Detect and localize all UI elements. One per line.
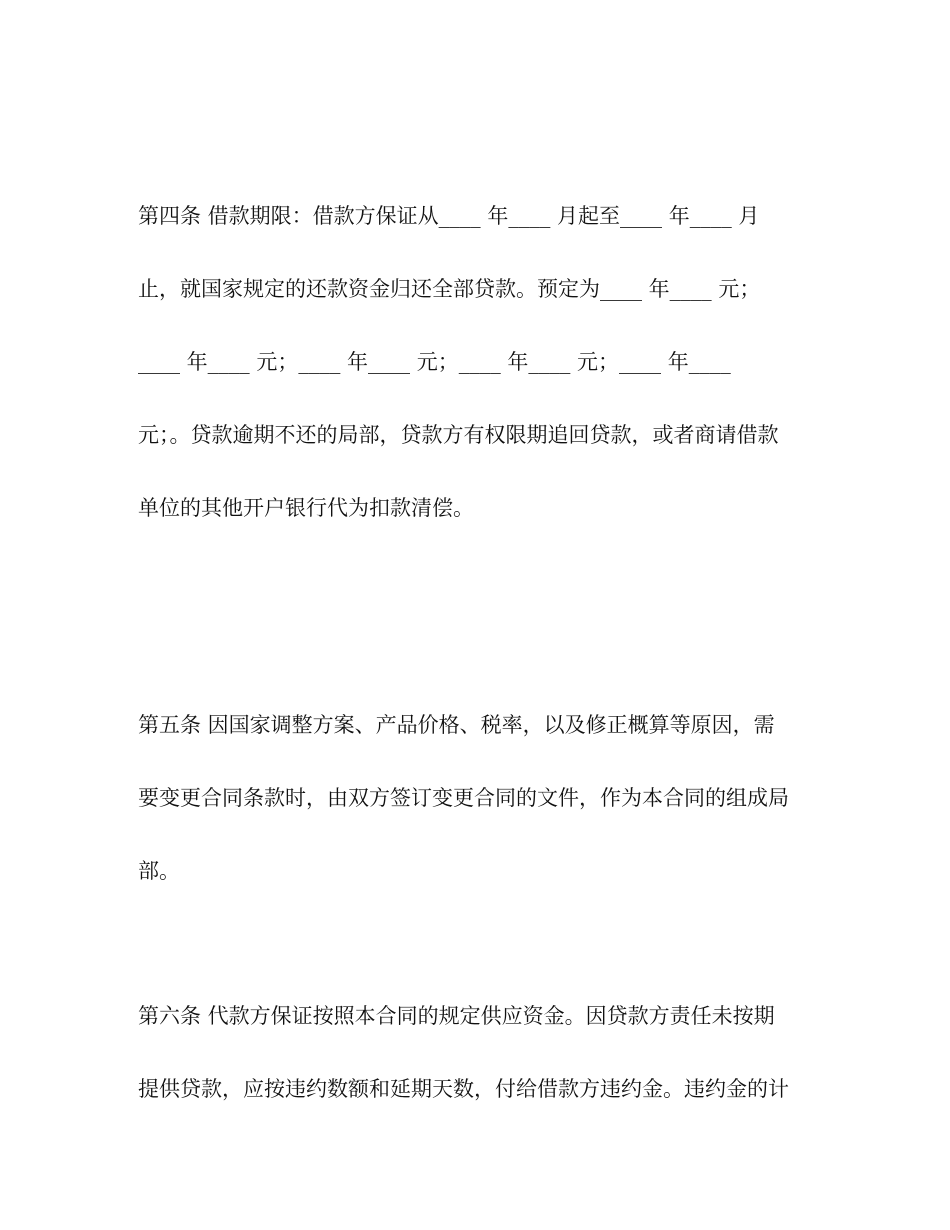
article-6-line-1: 第六条 代款方保证按照本合同的规定供应资金。因贷款方责任未按期	[138, 1004, 775, 1028]
article-4-line-1: 第四条 借款期限：借款方保证从____ 年____ 月起至____ 年____ 月	[138, 204, 760, 228]
article-4-line-3: ____ 年____ 元；____ 年____ 元；____ 年____ 元；____ 年____	[138, 350, 731, 374]
article-4-line-5: 单位的其他开户银行代为扣款清偿。	[138, 496, 474, 520]
article-6-line-2: 提供贷款，应按违约数额和延期天数，付给借款方违约金。违约金的计	[138, 1077, 789, 1101]
article-5-line-3: 部。	[138, 859, 180, 883]
article-5-line-1: 第五条 因国家调整方案、产品价格、税率，以及修正概算等原因，需	[138, 713, 775, 737]
article-4-line-4: 元；。贷款逾期不还的局部，贷款方有权限期追回贷款，或者商请借款	[138, 423, 779, 447]
article-5-line-2: 要变更合同条款时，由双方签订变更合同的文件，作为本合同的组成局	[138, 786, 789, 810]
article-4-line-2: 止，就国家规定的还款资金归还全部贷款。预定为____ 年____ 元；	[138, 277, 761, 301]
